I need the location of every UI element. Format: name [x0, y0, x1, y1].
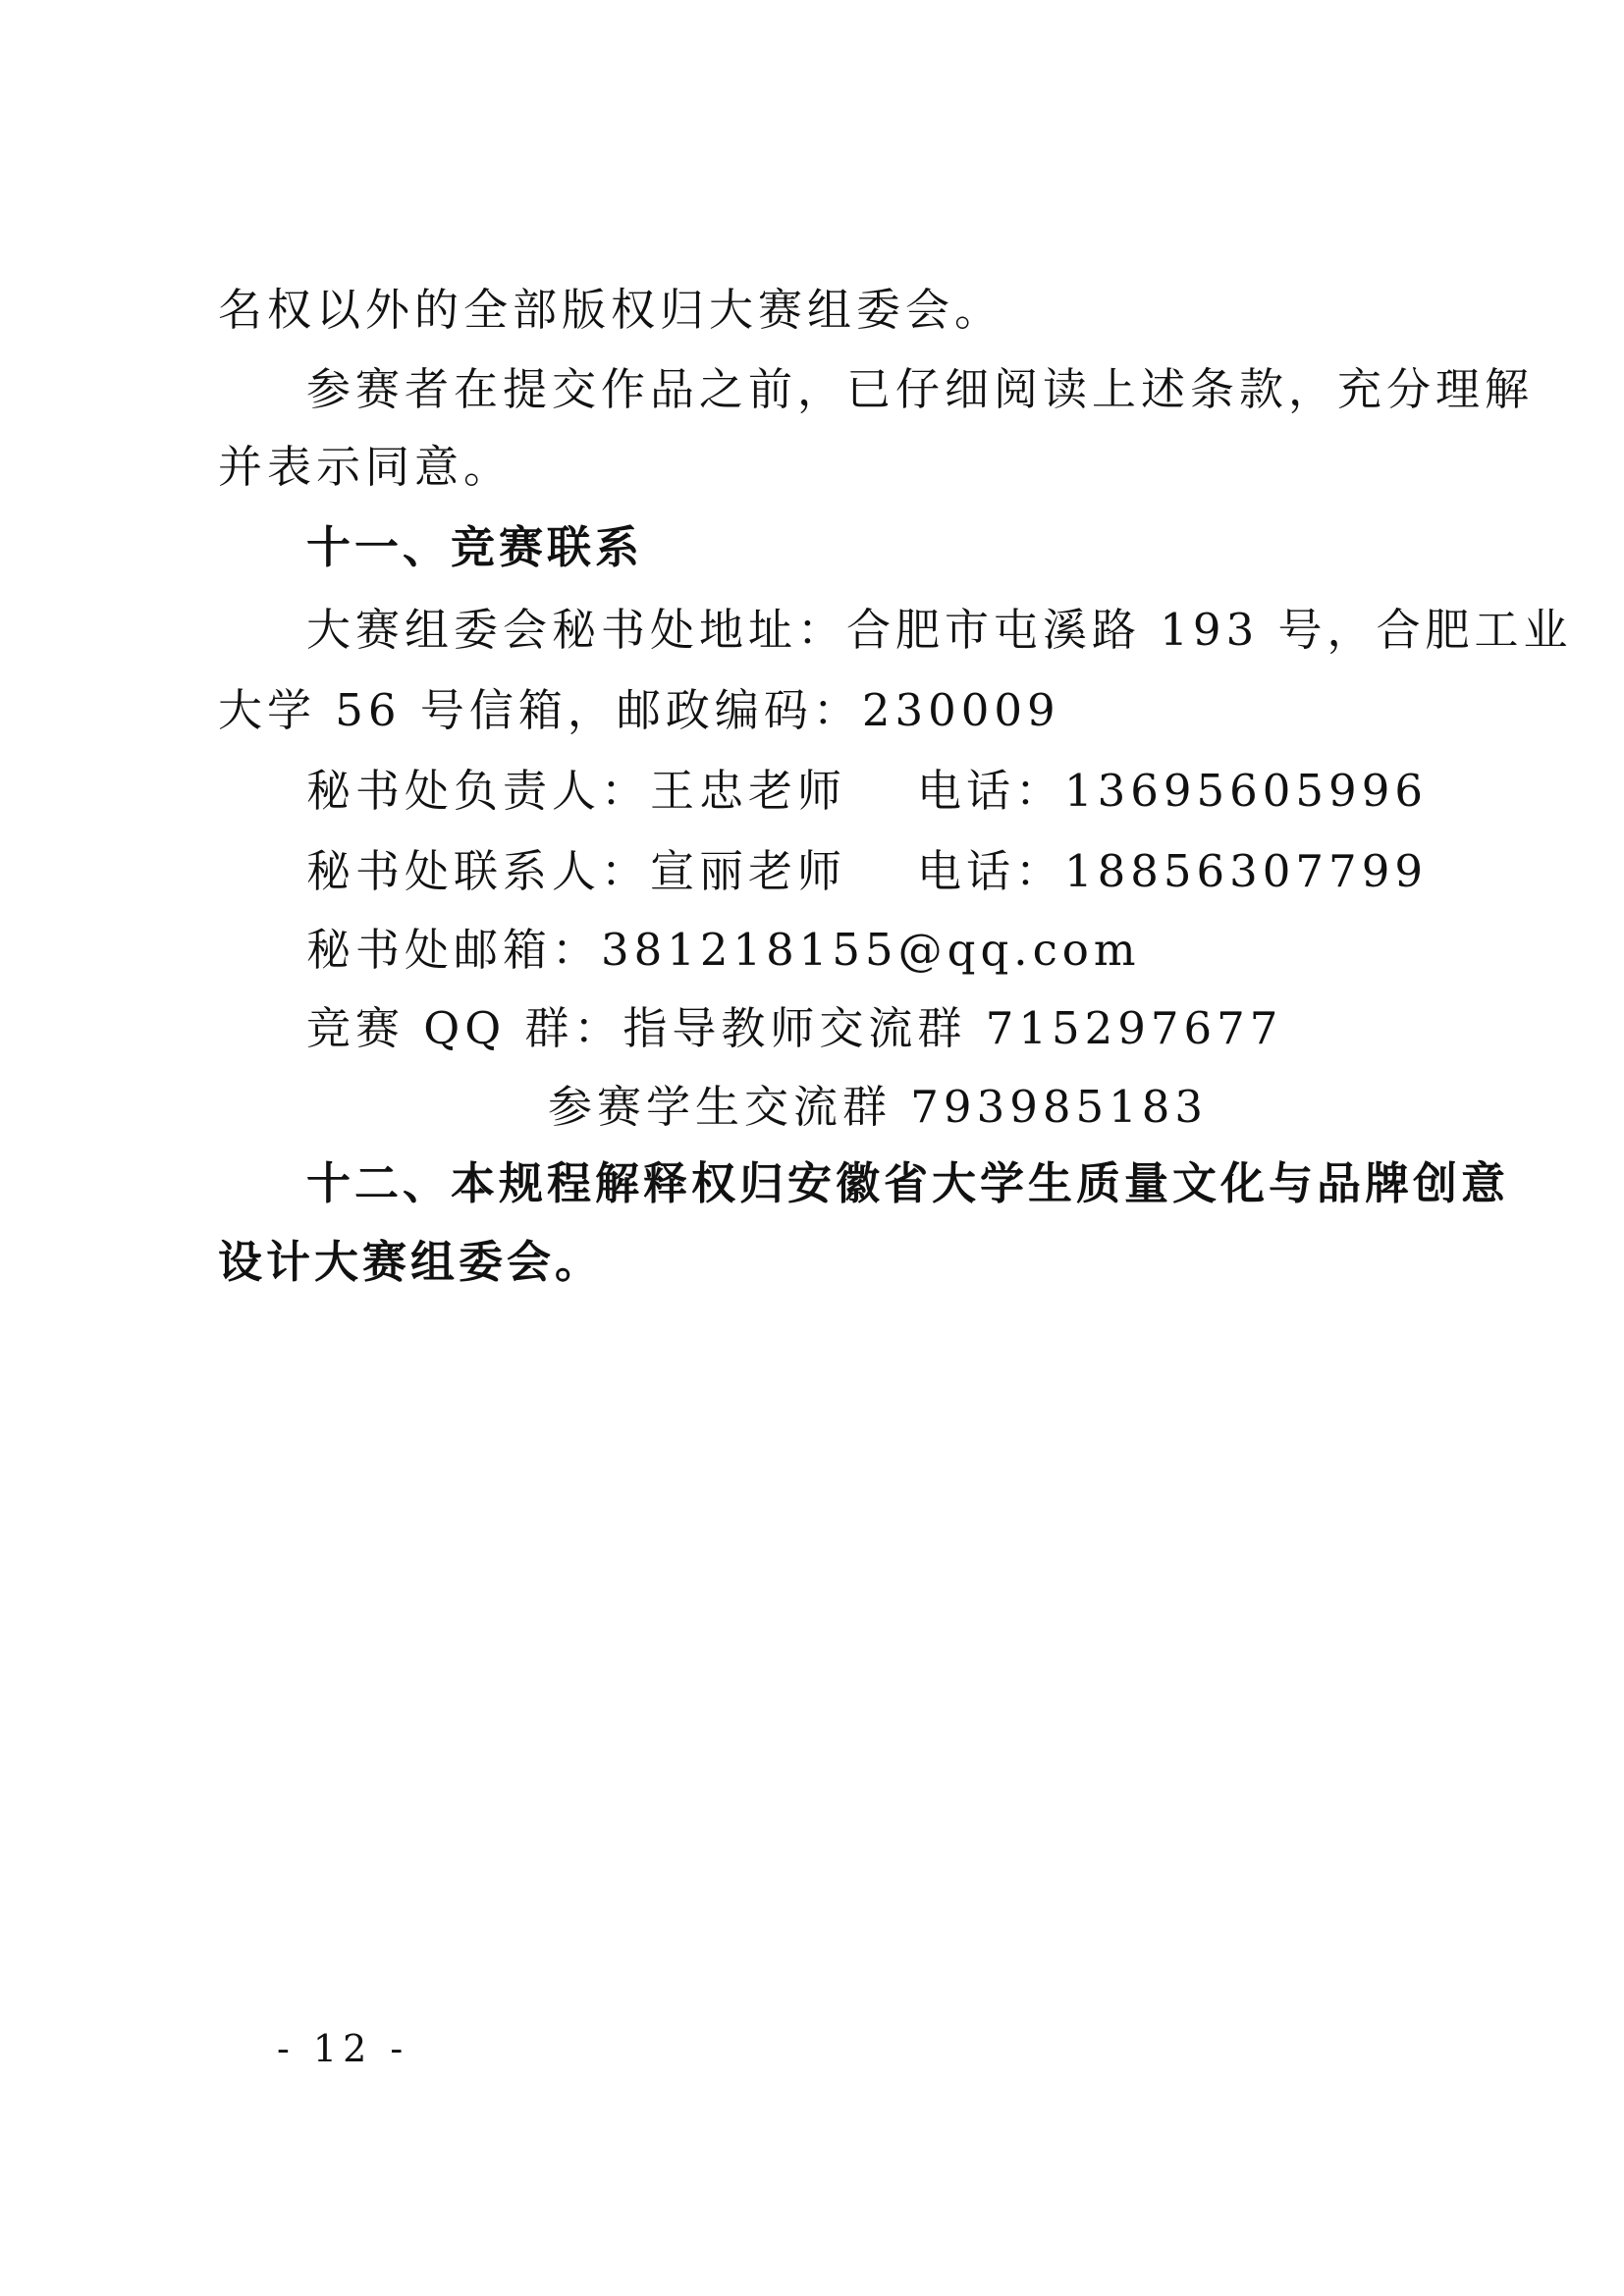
contact-phone: 电话：13695605996 [917, 765, 1428, 817]
qq-group-teachers-row [306, 999, 1282, 1058]
email-line: 秘书处邮箱：381218155@qq.com [306, 924, 1141, 976]
qq-group-teachers: 指导教师交流群 715297677 [623, 1002, 1283, 1054]
address-line-1: 大赛组委会秘书处地址：合肥市屯溪路 193 号，合肥工业 [306, 604, 1573, 656]
qq-group-students: 参赛学生交流群 793985183 [548, 1081, 1208, 1133]
contact-phone: 电话：18856307799 [917, 845, 1428, 897]
qq-group-label: 竞赛 QQ 群： [306, 1002, 623, 1054]
agreement-line-2: 并表示同意。 [218, 441, 514, 493]
section-12-line-2: 设计大赛组委会。 [218, 1236, 604, 1288]
section-11-heading: 十一、竞赛联系 [306, 521, 644, 573]
section-12-line-1: 十二、本规程解释权归安徽省大学生质量文化与品牌创意 [306, 1157, 1510, 1209]
contact-role: 秘书处负责人：王忠老师 [306, 765, 847, 817]
contact-row-liaison [306, 842, 1428, 901]
contact-row-responsible [306, 762, 1428, 821]
contact-role: 秘书处联系人：宣丽老师 [306, 845, 847, 897]
address-line-2: 大学 56 号信箱，邮政编码：230009 [218, 684, 1060, 736]
paragraph-continuation: 名权以外的全部版权归大赛组委会。 [218, 284, 1004, 336]
agreement-line-1: 参赛者在提交作品之前，已仔细阅读上述条款，充分理解 [306, 363, 1535, 415]
page-number: - 12 - [277, 2027, 409, 2070]
